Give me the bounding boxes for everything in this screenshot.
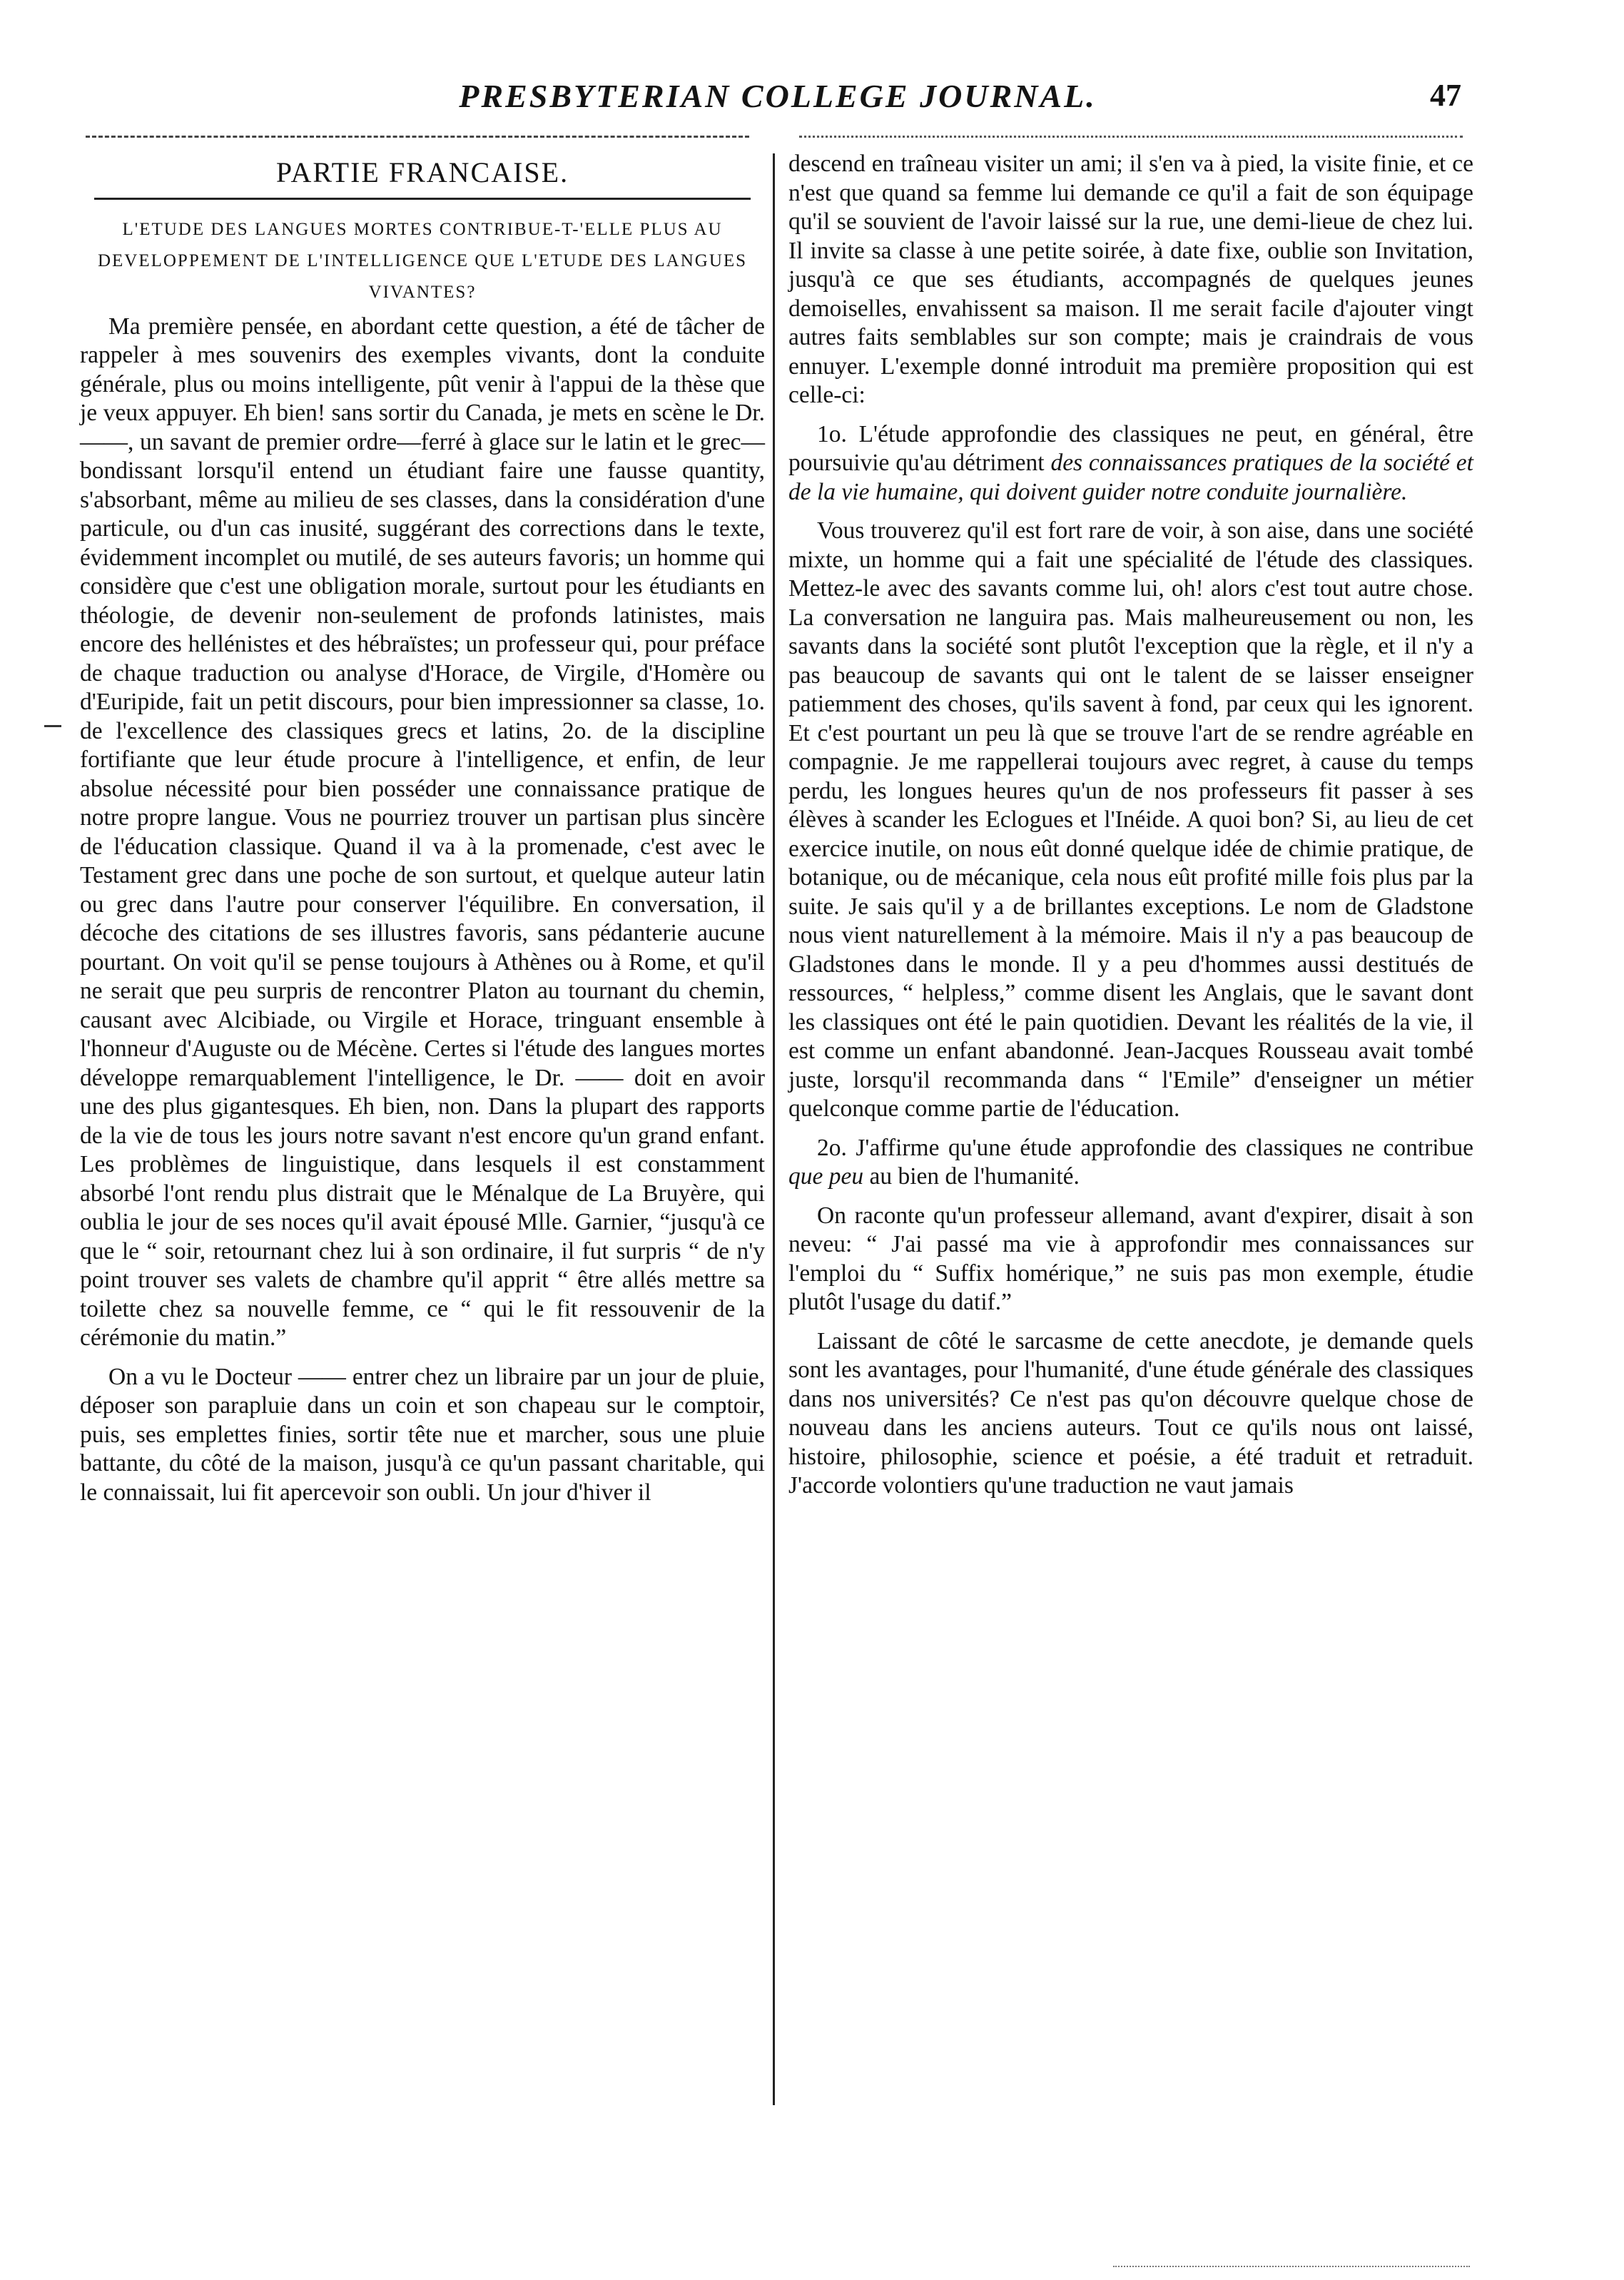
left-column bbox=[80, 150, 765, 1517]
proposition-text: au bien de l'humanité. bbox=[869, 1163, 1080, 1190]
proposition-two bbox=[788, 1134, 1473, 1192]
scan-speckles bbox=[1113, 2266, 1470, 2267]
running-title: PRESBYTERIAN COLLEGE JOURNAL. bbox=[459, 78, 1097, 114]
margin-mark bbox=[44, 725, 61, 727]
proposition-one bbox=[788, 420, 1473, 507]
section-title: PARTIE FRANCAISE. bbox=[275, 156, 569, 188]
header-rule-left bbox=[86, 136, 749, 138]
paragraph: Ma première pensée, en abordant cette question, a été de tâcher de rappeler à mes souvenirs des exemples vivants, dont la conduite générale, plus ou moins intelligente, pût venir à l'appui de la thèse que je veux appuyer. Eh bien! sans sortir du Canada, je mets en scène le Dr. ——, un savant de premier ordre—ferré à glace sur le latin et le grec—bondissant lorsqu'il entend un étudiant faire une fausse quantity, s'absorbant, même au milieu de ses classes, dans la considération d'une particule, ou d'un cas inusité, suggérant des corrections dans le texte, évidemment incomplet ou mutilé, de ses auteurs favoris; un homme qui considère que c'est une obligation morale, surtout pour les étudiants en théologie, de devenir non-seulement de profonds latinistes, mais encore des hellénistes et des hébraïstes; un professeur qui, pour préface de chaque traduction ou analyse d'Horace, de Virgile, d'Homère ou d'Euripide, fait un petit discours, pour bien impressionner sa classe, 1o. de l'excellence des classiques grecs et latins, 2o. de la discipline fortifiante que leur étude procure à l'intelligence, et enfin, de leur absolue nécessité pour bien posséder une connaissance pratique de notre propre langue. Vous ne pourriez trouver un partisan plus sincère de l'éducation classique. Quand il va à la promenade, c'est avec le Testament grec dans une poche de son surtout, et quelque auteur latin ou grec dans l'autre pour conserver l'équilibre. En conversation, il décoche des citations de ses illustres favoris, sans pédanterie aucune pourtant. On voit qu'il se pense toujours à Athènes ou à Rome, et qu'il ne serait que peu surpris de rencontrer Platon au tournant du chemin, causant avec Alcibiade, ou Virgile et Horace, tringuant ensemble à l'honneur d'Auguste ou de Mécène. Certes si l'étude des langues mortes développe remarquablement l'intelligence, le Dr. —— doit en avoir une des plus gigantesques. Eh bien, non. Dans la plupart des rapports de la vie de tous les jours notre savant n'est encore qu'un grand enfant. Les problèmes de linguistique, dans lesquels il est constamment absorbé l'ont rendu plus distrait que le Ménalque de La Bruyère, qui oublia le jour de ses noces qu'il avait épousé Mlle. Garnier, “jusqu'à ce que le “ soir, retournant chez lui à son ordinaire, il fut surpris “ de n'y point trouver ses valets de chambre qu'il apprit “ être allés mettre sa toilette chez sa nouvelle femme, ce “ qui le fit ressouvenir de la cérémonie du matin.” bbox=[80, 313, 765, 1351]
proposition-text: 2o. J'affirme qu'une étude approfondie des classiques ne contribue bbox=[817, 1134, 1473, 1161]
page-number: 47 bbox=[1430, 78, 1461, 113]
article-title: L'ETUDE DES LANGUES MORTES CONTRIBUE-T-'ELLE PLUS AU DEVELOPPEMENT DE L'INTELLIGENCE QUE L'ETUDE DES LANGUES VIVANTES? bbox=[97, 219, 748, 302]
right-column bbox=[788, 150, 1473, 1511]
paragraph: descend en traîneau visiter un ami; il s'en va à pied, la visite finie, et ce n'est que quand sa femme lui demande ce qu'il a fait de son équipage qu'il se souvient de l'avoir laissé sur la rue, une demi-lieue de chez lui. Il invite sa classe à une petite soirée, à date fixe, oublie son Invitation, jusqu'à ce que ses étudiants, accompagnés de quelques jeunes demoiselles, envahissent sa maison. Il me serait facile d'ajouter vingt autres faits semblables sur son compte; mais je craindrais de vous ennuyer. L'exemple donné introduit ma première proposition qui est celle-ci: bbox=[788, 151, 1473, 408]
paragraph: On a vu le Docteur —— entrer chez un libraire par un jour de pluie, déposer son parapluie dans un coin et son chapeau sur le comptoir, puis, ses emplettes finies, sortir tête nue et marcher, sous une pluie battante, du côté de la maison, jusqu'à ce qu'un passant charitable, qui le connaissait, lui fit apercevoir son oubli. Un jour d'hiver il bbox=[80, 1363, 765, 1506]
proposition-emphasis: que peu bbox=[788, 1163, 864, 1190]
page-header bbox=[78, 77, 1477, 127]
header-rule-right bbox=[799, 136, 1463, 138]
section-rule bbox=[94, 198, 751, 200]
paragraph: Laissant de côté le sarcasme de cette anecdote, je demande quels sont les avantages, pour l'humanité, d'une étude générale des classiques dans nos universités? Ce n'est pas qu'on découvre quelque chose de nouveau dans les anciens auteurs. Tout ce qu'ils nous ont laissé, histoire, philosophie, science et poésie, a été traduit et retraduit. J'accorde volontiers qu'une traduction ne vaut jamais bbox=[788, 1327, 1473, 1499]
column-divider bbox=[773, 153, 775, 2105]
paragraph: Vous trouverez qu'il est fort rare de voir, à son aise, dans une société mixte, un homme qui a fait une spécialité de l'étude des classiques. Mettez-le avec des savants comme lui, oh! alors c'est tout autre chose. La conversation ne languira pas. Mais malheureusement ou non, les savants dans la société sont plutôt l'exception que la règle, et il n'y a pas beaucoup de savants qui ont le talent de se laisser enseigner patiemment des choses, qu'ils savent à fond, par ceux qui les ignorent. Et c'est pourtant un peu là que se trouve l'art de se rendre agréable en compagnie. Je me rappellerai toujours avec regret, à cause du temps perdu, les longues heures qu'un de nos professeurs fit passer à ses élèves à scander les Eclogues et l'Inéide. A quoi bon? Si, au lieu de cet exercice inutile, on nous eût donné quelque idée de chimie pratique, de botanique, ou de mécanique, cela nous eût profité mille fois plus par la suite. Je sais qu'il y a de brillantes exceptions. Le nom de Gladstone nous vient naturellement à la mémoire. Mais il n'y a pas beaucoup de Gladstones dans le monde. Il y a peu d'hommes aussi destitués de ressources, “ helpless,” comme disent les Anglais, que le savant dont les classiques ont été le pain quotidien. Devant les réalités de la vie, il est comme un enfant abandonné. Jean-Jacques Rousseau avait tombé juste, lorsqu'il recommanda dans “ l'Emile” d'enseigner un métier quelconque comme partie de l'éducation. bbox=[788, 517, 1473, 1122]
proposition-text: 1o. L'étude approfondie des classiques ne peut, en général, être poursuivie qu'au détriment bbox=[788, 420, 1473, 476]
paragraph: On raconte qu'un professeur allemand, avant d'expirer, disait à son neveu: “ J'ai passé ma vie à approfondir mes connaissances sur l'emploi du “ Suffix homérique,” ne suis pas mon exemple, étudie plutôt l'usage du datif.” bbox=[788, 1202, 1473, 1315]
proposition-emphasis: des connaissances pratiques de la société et de la vie humaine, qui doivent guider notre conduite journalière. bbox=[788, 450, 1473, 505]
